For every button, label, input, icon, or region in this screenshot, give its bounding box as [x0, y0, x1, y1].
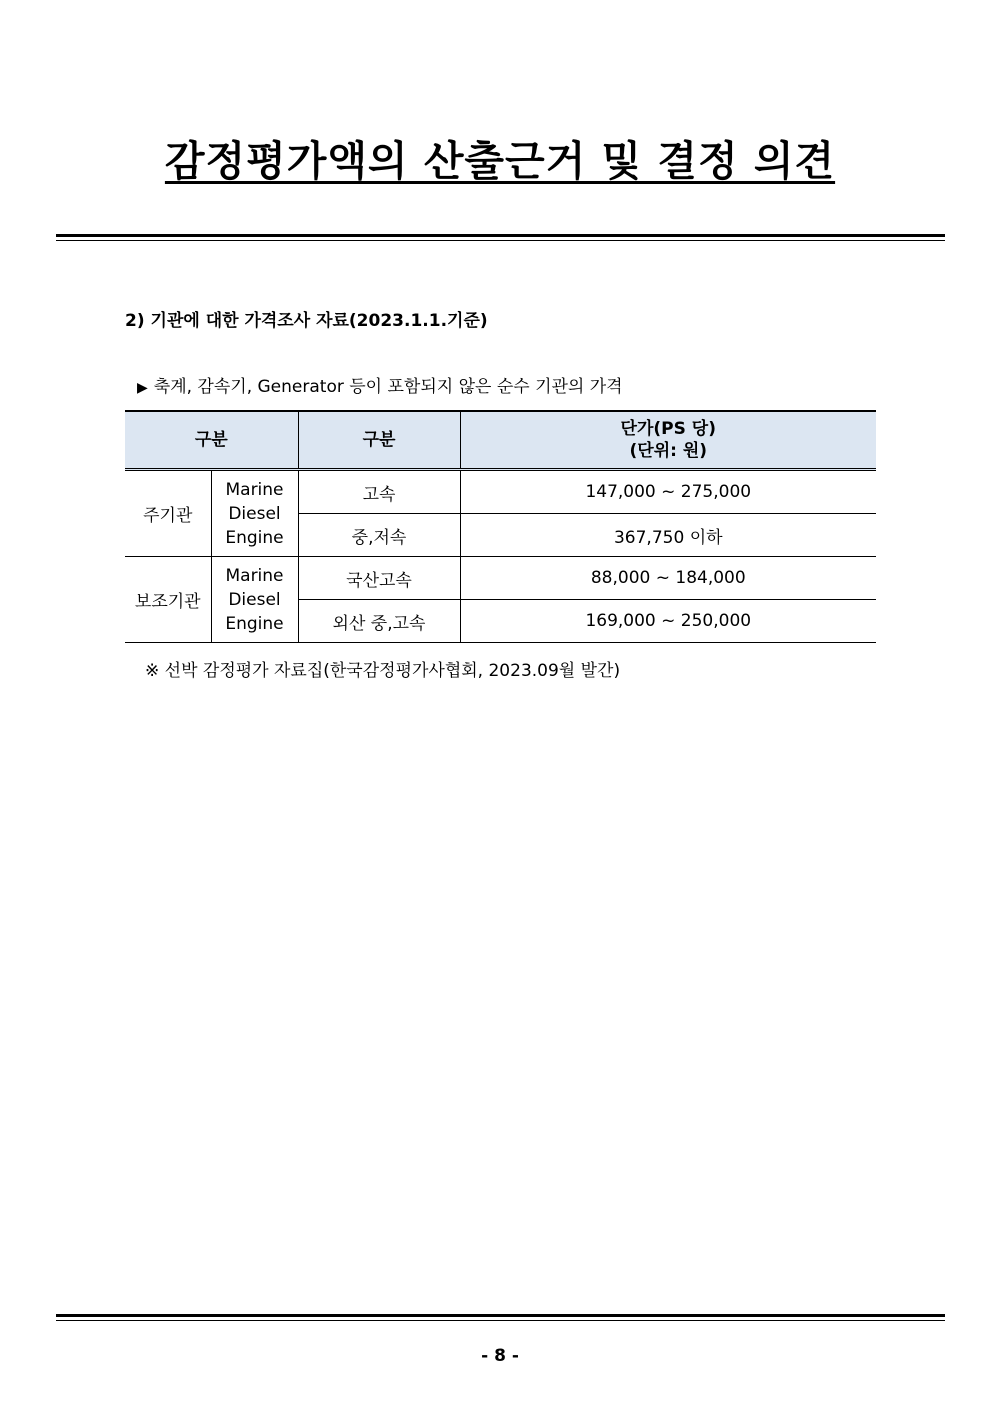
group-main-engine: 주기관 — [125, 470, 211, 557]
source-note: ※ 선박 감정평가 자료집(한국감정평가사협회, 2023.09월 발간) — [145, 661, 621, 681]
engine-type-cell — [211, 470, 298, 557]
document-title-text: 감정평가액의 산출근거 및 결정 의견 — [164, 137, 836, 185]
header-unit-price-line1: 단가(PS 당) — [620, 419, 716, 439]
price-cell: 88,000 ~ 184,000 — [460, 557, 876, 600]
header-rule-thin — [56, 240, 945, 241]
table-row — [125, 470, 876, 514]
section-heading: 2) 기관에 대한 가격조사 자료(2023.1.1.기준) — [125, 311, 488, 331]
engine-type-line: Diesel — [228, 503, 281, 524]
speed-type-cell: 외산 중,고속 — [298, 600, 460, 643]
table-caption — [137, 372, 623, 397]
page-number: - 8 - — [481, 1346, 519, 1366]
group-auxiliary-engine: 보조기관 — [125, 557, 211, 643]
engine-type-line: Marine — [225, 479, 284, 500]
speed-type-cell: 국산고속 — [298, 557, 460, 600]
engine-price-table — [125, 410, 876, 643]
header-subcategory: 구분 — [298, 411, 460, 470]
engine-type-cell — [211, 557, 298, 643]
table-row — [125, 557, 876, 600]
footer-rule-thin — [56, 1320, 945, 1321]
engine-type-line: Engine — [225, 527, 284, 548]
header-unit-price-line2: (단위: 원) — [629, 441, 708, 461]
speed-type-cell: 고속 — [298, 470, 460, 514]
engine-type-line: Marine — [225, 565, 284, 586]
header-unit-price — [460, 411, 876, 470]
header-rule-thick — [56, 234, 945, 237]
document-title — [0, 128, 1000, 187]
price-cell: 147,000 ~ 275,000 — [460, 470, 876, 514]
triangle-marker-icon: ▶ — [137, 380, 148, 396]
price-cell: 169,000 ~ 250,000 — [460, 600, 876, 643]
footer-rule-thick — [56, 1314, 945, 1317]
table-caption-text: 축계, 감속기, Generator 등이 포함되지 않은 순수 기관의 가격 — [153, 377, 623, 397]
engine-type-line: Engine — [225, 613, 284, 634]
header-category: 구분 — [125, 411, 298, 470]
engine-type-line: Diesel — [228, 589, 281, 610]
price-cell: 367,750 이하 — [460, 514, 876, 557]
table-header-row — [125, 411, 876, 470]
speed-type-cell: 중,저속 — [298, 514, 460, 557]
